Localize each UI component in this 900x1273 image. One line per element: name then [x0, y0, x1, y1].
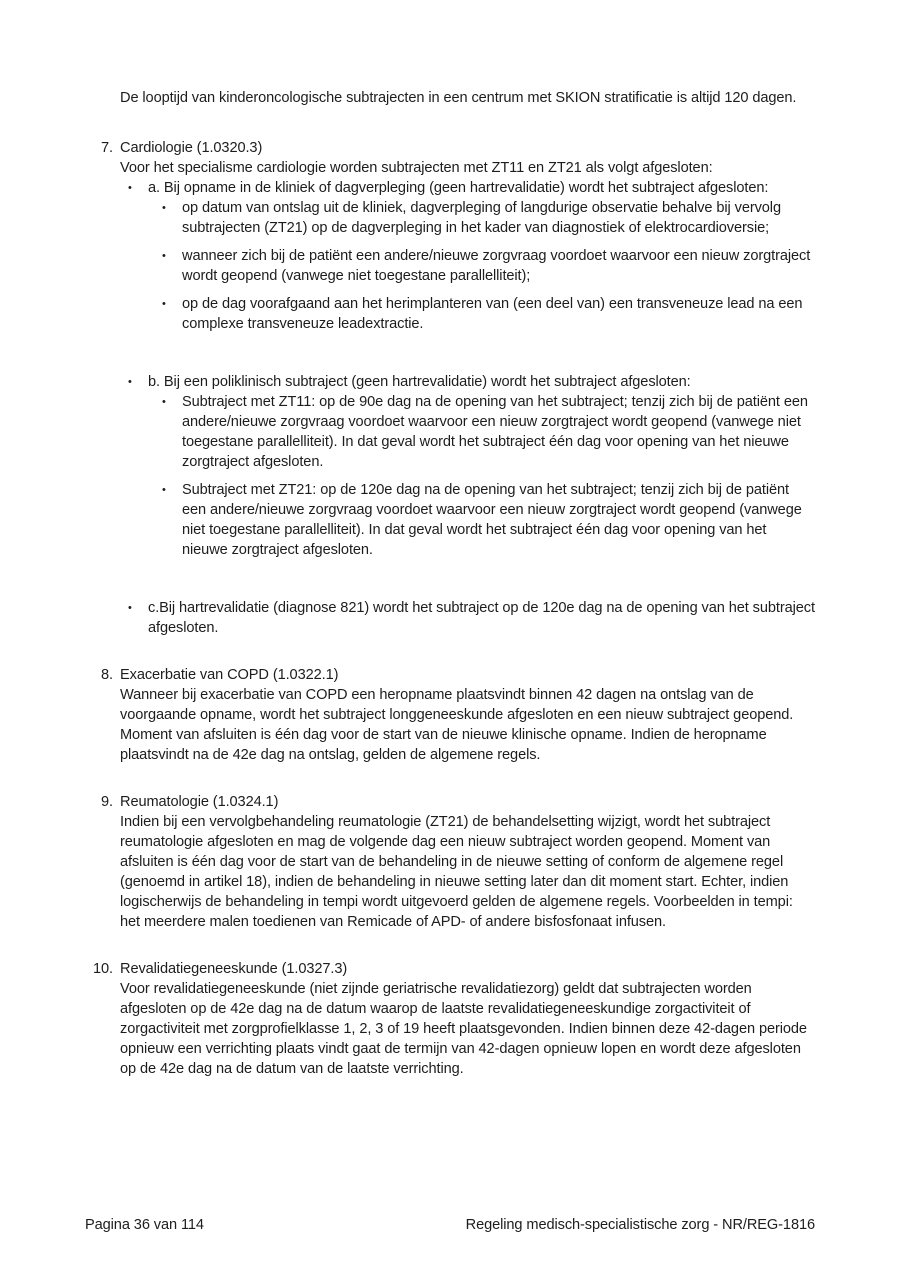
item-text: Voor revalidatiegeneeskunde (niet zijnde geriatrische revalidatiezorg) geldt dat subtrajecten worden afgesloten op de 42e dag na de datum waarop de laatste revalidatiegeneeskundige zorgactiviteit of zorgactiviteit met zorgprofielklasse 1, 2, 3 of 19 heeft plaatsgevonden. Indien binnen deze 42-dagen periode opnieuw een verrichting plaats vindt gaat de termijn van 42-dagen opnieuw lopen en wordt deze afgesloten op de 42e dag na de datum van de laatste verrichting.	[120, 981, 807, 1077]
footer-page-number: Pagina 36 van 114	[85, 1217, 204, 1233]
bullet-icon: •	[162, 250, 166, 262]
item-title: Exacerbatie van COPD (1.0322.1)	[120, 667, 339, 683]
item-number: 8.	[101, 667, 113, 683]
bullet-icon: •	[162, 298, 166, 310]
numbered-item	[101, 138, 815, 638]
page-footer	[85, 1215, 815, 1235]
bullet-text: a. Bij opname in de kliniek of dagverpleging (geen hartrevalidatie) wordt het subtraject afgesloten:	[148, 180, 769, 196]
sub-bullet-item	[148, 480, 815, 560]
sub-bullet-text: Subtraject met ZT21: op de 120e dag na de opening van het subtraject; tenzij zich bij de patiënt een andere/nieuwe zorgvraag voordoet waarvoor een nieuw zorgtraject wordt geopend (vanwege niet toegestane parallelliteit). In dat geval wordt het subtraject één dag voor opening van het nieuwe zorgtraject afgesloten.	[182, 482, 802, 558]
item-body	[120, 665, 815, 765]
sub-bullet-text: wanneer zich bij de patiënt een andere/nieuwe zorgvraag voordoet waarvoor een nieuw zorgtraject wordt geopend (vanwege niet toegestane parallelliteit);	[182, 248, 811, 284]
bullet-icon: •	[162, 202, 166, 214]
sub-bullet-item	[148, 198, 815, 238]
bullet-text: c.Bij hartrevalidatie (diagnose 821) wordt het subtraject op de 120e dag na de opening van het subtraject afgesloten.	[148, 600, 815, 636]
bullet-icon: •	[128, 376, 132, 388]
sub-bullet-text: op de dag voorafgaand aan het herimplanteren van (een deel van) een transveneuze lead na een complexe transveneuze leadextractie.	[182, 296, 803, 332]
sub-bullet-item	[148, 246, 815, 286]
item-body	[120, 959, 815, 1079]
bullet-icon: •	[128, 182, 132, 194]
bullet-icon: •	[128, 602, 132, 614]
item-body	[120, 138, 815, 638]
numbered-item	[93, 959, 815, 1079]
bullet-text: b. Bij een poliklinisch subtraject (geen hartrevalidatie) wordt het subtraject afgesloten:	[148, 374, 691, 390]
bullet-body	[148, 598, 815, 638]
sub-bullet-text: Subtraject met ZT11: op de 90e dag na de opening van het subtraject; tenzij zich bij de patiënt een andere/nieuwe zorgvraag voordoet waarvoor een nieuw zorgtraject wordt geopend (vanwege niet toegestane parallelliteit). In dat geval wordt het subtraject één dag voor opening van het nieuwe zorgtraject afgesloten.	[182, 394, 808, 470]
numbered-item	[101, 665, 815, 765]
sub-bullet-text: op datum van ontslag uit de kliniek, dagverpleging of langdurige observatie behalve bij vervolg subtrajecten (ZT21) op de dagverpleging in het kader van diagnostiek of elektrocardioversie;	[182, 200, 781, 236]
document-content	[93, 88, 815, 1079]
bullet-icon: •	[162, 396, 166, 408]
numbered-item	[101, 792, 815, 932]
bullet-item	[120, 598, 815, 638]
item-title: Cardiologie (1.0320.3)	[120, 140, 263, 156]
item-text: Wanneer bij exacerbatie van COPD een heropname plaatsvindt binnen 42 dagen na ontslag van de voorgaande opname, wordt het subtraject longgeneeskunde afgesloten en een nieuw subtraject geopend. Moment van afsluiten is één dag voor de start van de nieuwe klinische opname. Indien de heropname plaatsvindt na de 42e dag na ontslag, gelden de algemene regels.	[120, 687, 794, 763]
item-body	[120, 792, 815, 932]
bullet-item	[120, 372, 815, 560]
item-number: 9.	[101, 794, 113, 810]
item-text: Voor het specialisme cardiologie worden subtrajecten met ZT11 en ZT21 als volgt afgesloten:	[120, 160, 713, 176]
bullet-item	[120, 178, 815, 334]
item-title: Revalidatiegeneeskunde (1.0327.3)	[120, 961, 348, 977]
item-text: Indien bij een vervolgbehandeling reumatologie (ZT21) de behandelsetting wijzigt, wordt het subtraject reumatologie afgesloten en mag de volgende dag een nieuw subtraject worden geopend. Moment van afsluiten is één dag voor de start van de behandeling in de nieuwe setting of conform de algemene regel (genoemd in artikel 18), indien de behandeling in nieuwe setting later dan dit moment start. Echter, indien logischerwijs de behandeling in tempi wordt uitgevoerd gelden de algemene regels. Voorbeelden in tempi: het meerdere malen toedienen van Remicade of APD- of andere bisfosfonaat infusen.	[120, 814, 793, 930]
bullet-body	[148, 178, 815, 334]
intro-paragraph: De looptijd van kinderoncologische subtrajecten in een centrum met SKION stratificatie is altijd 120 dagen.	[120, 90, 797, 106]
item-title: Reumatologie (1.0324.1)	[120, 794, 279, 810]
sub-bullet-item	[148, 294, 815, 334]
item-number: 7.	[101, 140, 113, 156]
footer-regulation-reference: Regeling medisch-specialistische zorg - NR/REG-1816	[465, 1217, 815, 1233]
numbered-item-list	[93, 138, 815, 1079]
bullet-icon: •	[162, 484, 166, 496]
sub-bullet-item	[148, 392, 815, 472]
bullet-body	[148, 372, 815, 560]
item-number: 10.	[93, 961, 113, 977]
